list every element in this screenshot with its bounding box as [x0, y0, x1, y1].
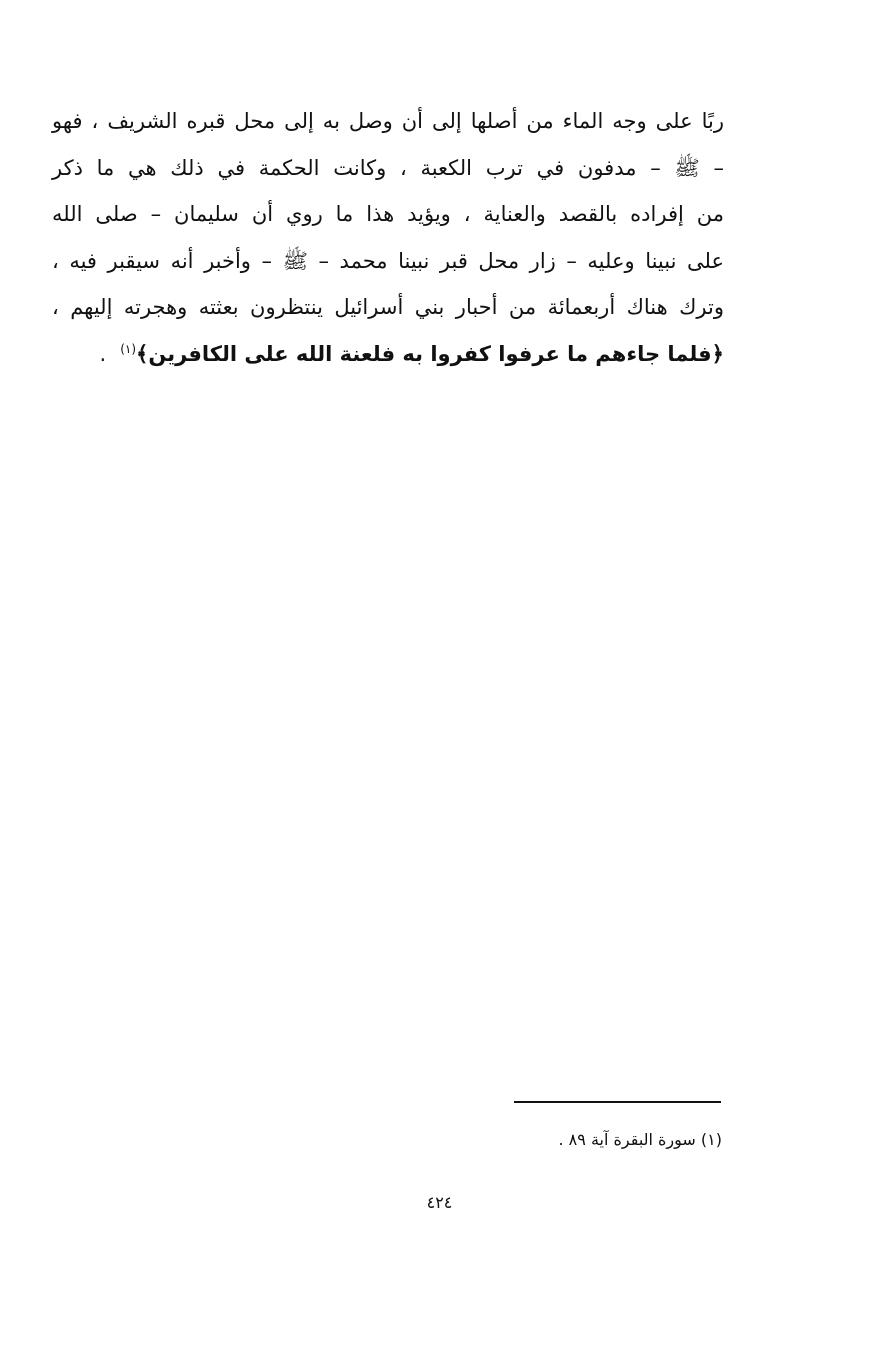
body-line-6 — [52, 331, 724, 378]
body-line-2: – ﷺ – مدفون في ترب الكعبة ، وكانت الحكمة في ذلك هي ما ذكر — [52, 155, 724, 180]
quran-quote: ﴿فلما جاءهم ما عرفوا كفروا به فلعنة الله على الكافرين﴾ — [136, 341, 724, 366]
footnote-divider — [514, 1101, 721, 1103]
body-line-4: على نبينا وعليه – زار محل قبر نبينا محمد – ﷺ – وأخبر أنه سيقبر فيه ، — [52, 248, 724, 273]
footnote-reference-marker[interactable]: (١) — [120, 341, 137, 356]
page-number: ٤٢٤ — [426, 1193, 453, 1212]
footnote: (١) سورة البقرة آية ٨٩ . — [558, 1130, 722, 1149]
body-line-1: ربًا على وجه الماء من أصلها إلى أن وصل به إلى محل قبره الشريف ، فهو — [52, 109, 724, 133]
body-text — [52, 98, 724, 377]
body-line-3: من إفراده بالقصد والعناية ، ويؤيد هذا ما روي أن سليمان – صلى الله — [52, 202, 724, 226]
body-line-5: وترك هناك أربعمائة من أحبار بني أسرائيل ينتظرون بعثته وهجرته إليهم ، — [52, 295, 724, 319]
end-punctuation: . — [99, 341, 107, 366]
